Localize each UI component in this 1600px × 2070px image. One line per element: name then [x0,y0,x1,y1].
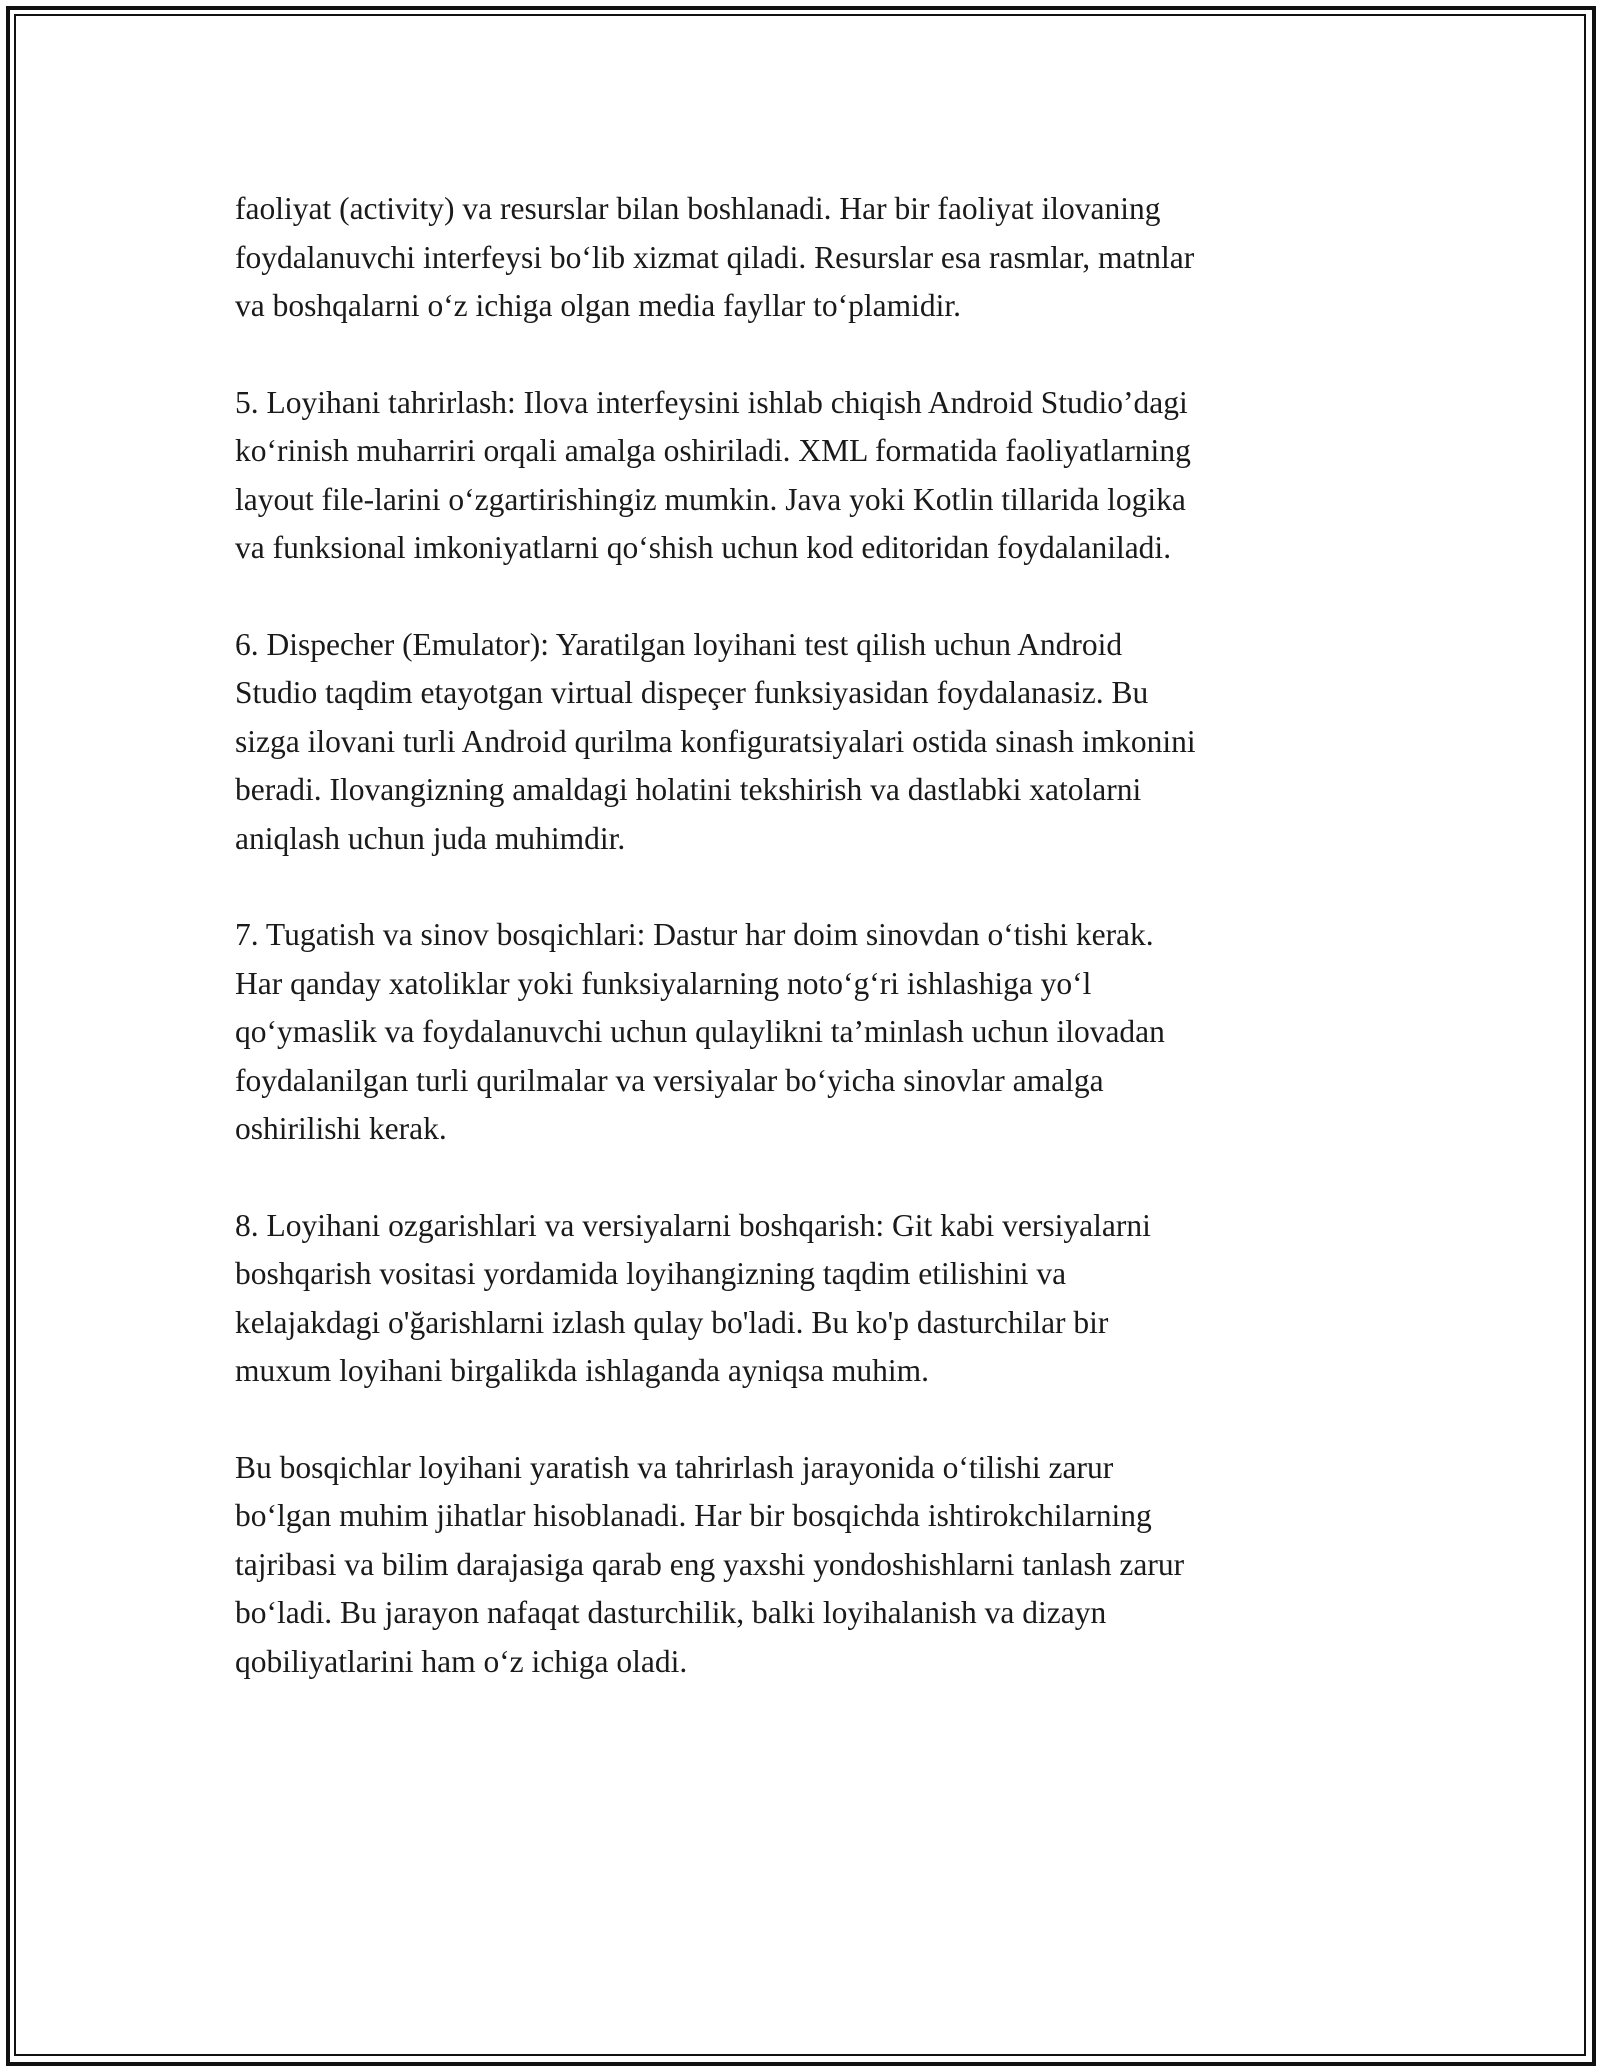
text-line: Har qanday xatoliklar yoki funksiyalarning noto‘g‘ri ishlashiga yo‘l [235,965,1092,1001]
text-line: oshirilishi kerak. [235,1111,447,1146]
text-line: muxum loyihani birgalikda ishlaganda ayniqsa muhim. [235,1353,930,1388]
text-line: aniqlash uchun juda muhimdir. [235,820,626,856]
text-line: foydalanuvchi interfeysi bo‘lib xizmat qiladi. Resurslar esa rasmlar, matnlar [235,239,1195,275]
document-body [235,185,1375,1734]
text-line: 6. Dispecher (Emulator): Yaratilgan loyihani test qilish uchun Android [235,626,1123,662]
text-line: va funksional imkoniyatlarni qo‘shish uchun kod editoridan foydalaniladi. [235,530,1172,565]
text-line: faoliyat (activity) va resurslar bilan boshlanadi. Har bir faoliyat ilovaning [235,191,1161,226]
text-line: Studio taqdim etayotgan virtual dispeçer funksiyasidan foydalanasiz. Bu [235,675,1149,710]
text-line: 5. Loyihani tahrirlash: Ilova interfeysini ishlab chiqish Android Studio’dagi [235,384,1188,420]
text-line: qo‘ymaslik va foydalanuvchi uchun qulaylikni ta’minlash uchun ilovadan [235,1014,1165,1049]
paragraph-step-5 [235,379,1375,573]
text-line: 7. Tugatish va sinov bosqichlari: Dastur har doim sinovdan o‘tishi kerak. [235,917,1154,952]
paragraph-step-8 [235,1202,1375,1396]
text-line: Bu bosqichlar loyihani yaratish va tahrirlash jarayonida o‘tilishi zarur [235,1449,1114,1485]
text-line: sizga ilovani turli Android qurilma konfiguratsiyalari ostida sinash imkonini [235,723,1196,759]
text-line: kelajakdagi o'ğarishlarni izlash qulay bo'ladi. Bu ko'p dasturchilar bir [235,1304,1109,1340]
text-line: va boshqalarni o‘z ichiga olgan media fayllar to‘plamidir. [235,288,962,323]
text-line: bo‘lgan muhim jihatlar hisoblanadi. Har bir bosqichda ishtirokchilarning [235,1498,1152,1533]
text-line: foydalanilgan turli qurilmalar va versiyalar bo‘yicha sinovlar amalga [235,1062,1104,1098]
paragraph-intro-continued [235,185,1375,331]
text-line: beradi. Ilovangizning amaldagi holatini tekshirish va dastlabki xatolarni [235,772,1142,807]
text-line: layout file-larini o‘zgartirishingiz mumkin. Java yoki Kotlin tillarida logika [235,481,1186,517]
text-line: ko‘rinish muharriri orqali amalga oshiriladi. XML formatida faoliyatlarning [235,433,1191,468]
text-line: bo‘ladi. Bu jarayon nafaqat dasturchilik, balki loyihalanish va dizayn [235,1595,1107,1630]
paragraph-step-6 [235,621,1375,864]
text-line: 8. Loyihani ozgarishlari va versiyalarni boshqarish: Git kabi versiyalarni [235,1207,1151,1243]
text-line: boshqarish vositasi yordamida loyihangizning taqdim etilishini va [235,1256,1067,1291]
text-line: tajribasi va bilim darajasiga qarab eng yaxshi yondoshishlarni tanlash zarur [235,1546,1185,1582]
text-line: qobiliyatlarini ham o‘z ichiga oladi. [235,1643,688,1679]
paragraph-step-7 [235,911,1375,1154]
paragraph-conclusion [235,1444,1375,1687]
